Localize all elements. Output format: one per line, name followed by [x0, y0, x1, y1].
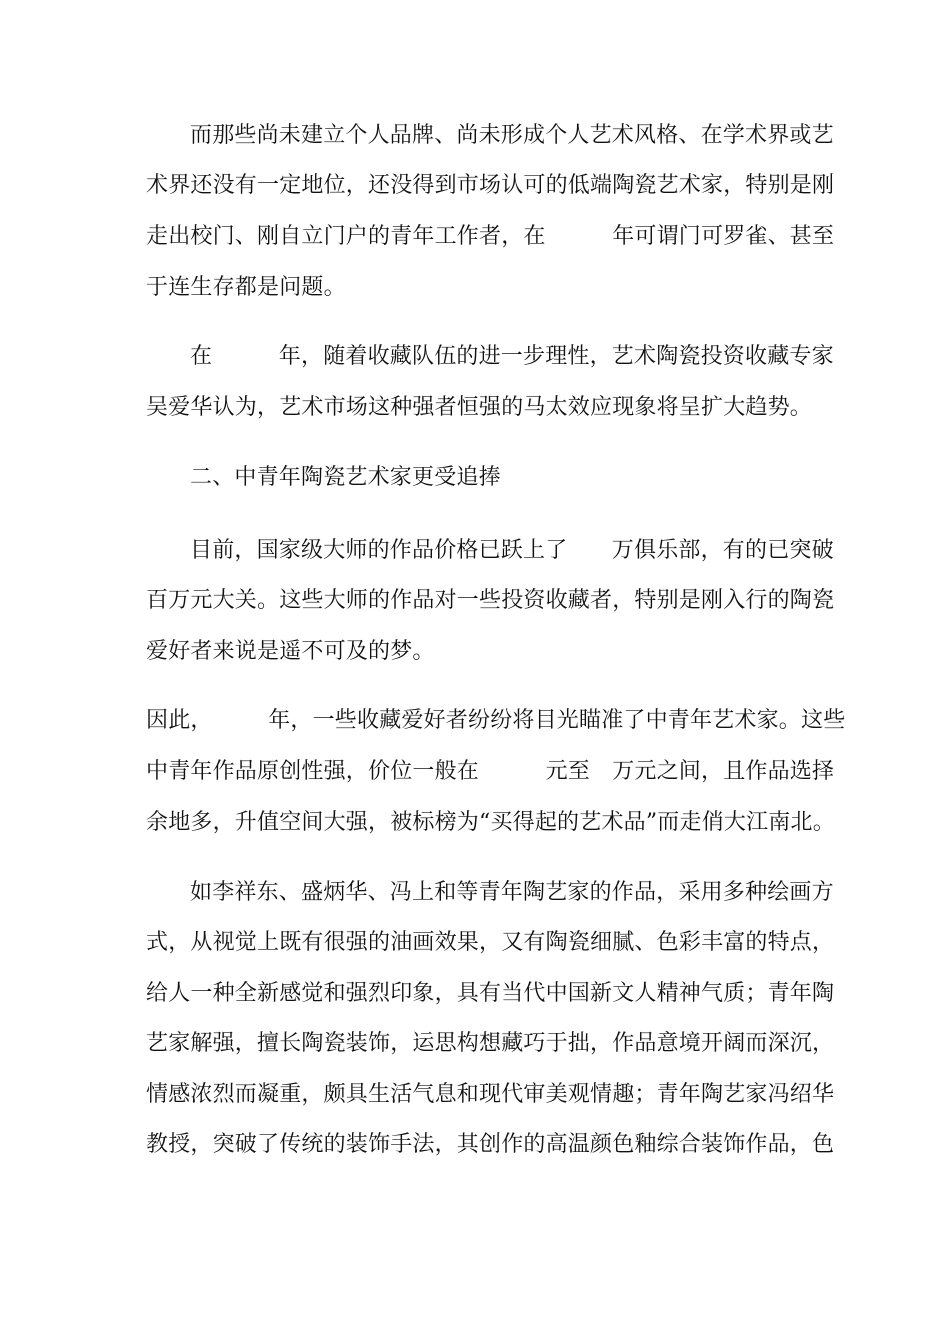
- paragraph-1-line-2: 术界还没有一定地位，还没得到市场认可的低端陶瓷艺术家，特别是刚: [146, 173, 835, 198]
- paragraph-5-line-4: 艺家解强，擅长陶瓷装饰，运思构想藏巧于拙，作品意境开阔而深沉，: [146, 1031, 835, 1056]
- paragraph-1-line-1: 而那些尚未建立个人品牌、尚未形成个人艺术风格、在学术界或艺: [190, 123, 834, 148]
- paragraph-5-line-3: 给人一种全新感觉和强烈印象，具有当代中国新文人精神气质；青年陶: [146, 981, 835, 1006]
- paragraph-5-line-5: 情感浓烈而凝重，颇具生活气息和现代审美观情趣；青年陶艺家冯绍华: [146, 1082, 835, 1107]
- paragraph-4-line-3: 余地多，升值空间大强，被标榜为“买得起的艺术品”而走俏大江南北。: [146, 810, 835, 835]
- section-heading: 二、中青年陶瓷艺术家更受追捧: [190, 465, 501, 490]
- paragraph-2-line-2: 吴爱华认为，艺术市场这种强者恒强的马太效应现象将呈扩大趋势。: [146, 395, 813, 420]
- paragraph-3-line-2: 百万元大关。这些大师的作品对一些投资收藏者，特别是刚入行的陶瓷: [146, 588, 835, 613]
- paragraph-5-line-2: 式，从视觉上既有很强的油画效果，又有陶瓷细腻、色彩丰富的特点，: [146, 930, 835, 955]
- paragraph-3-line-3: 爱好者来说是遥不可及的梦。: [146, 639, 435, 664]
- paragraph-2-line-1: 在 年，随着收藏队伍的进一步理性，艺术陶瓷投资收藏专家: [190, 344, 834, 369]
- paragraph-1-line-3: 走出校门、刚自立门户的青年工作者，在 年可谓门可罗雀、甚至: [146, 224, 835, 249]
- paragraph-4-line-1: 因此， 年，一些收藏爱好者纷纷将目光瞄准了中青年艺术家。这些: [146, 708, 846, 733]
- paragraph-3-line-1: 目前，国家级大师的作品价格已跃上了 万俱乐部，有的已突破: [190, 538, 834, 563]
- paragraph-4-line-2: 中青年作品原创性强，价位一般在 元至 万元之间，且作品选择: [146, 759, 835, 784]
- paragraph-5-line-1: 如李祥东、盛炳华、冯上和等青年陶艺家的作品，采用多种绘画方: [190, 880, 834, 905]
- paragraph-1-line-4: 于连生存都是问题。: [146, 275, 346, 300]
- paragraph-5-line-6: 教授，突破了传统的装饰手法，其创作的高温颜色釉综合装饰作品，色: [146, 1132, 835, 1157]
